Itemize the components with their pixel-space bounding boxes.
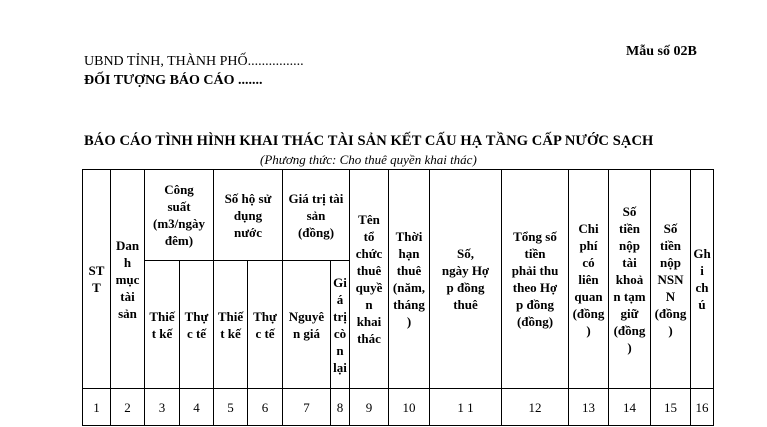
column-number: 2: [111, 389, 145, 426]
header-asset-value: Giá trị tài sản (đồng): [283, 170, 350, 261]
agency-line: UBND TỈNH, THÀNH PHỐ................: [84, 54, 304, 69]
subheader-remaining-value: Gi á trị cò n lại: [331, 261, 350, 389]
subheader-households-actual: Thự c tế: [248, 261, 283, 389]
header-related-costs: Chi phí có liên quan (đồng ): [569, 170, 609, 389]
column-number: 4: [180, 389, 214, 426]
header-households: Số hộ sử dụng nước: [214, 170, 283, 261]
header-notes: Gh i chú: [691, 170, 714, 389]
header-state-budget: Số tiền nộp NSN N (đồng ): [651, 170, 691, 389]
subheader-households-design: Thiế t kế: [214, 261, 248, 389]
column-number: 6: [248, 389, 283, 426]
column-number: 12: [502, 389, 569, 426]
column-number: 7: [283, 389, 331, 426]
column-number-row: [83, 389, 714, 426]
header-capacity: Công suất (m3/ngày đêm): [145, 170, 214, 261]
header-temporary-account: Số tiền nộp tài khoả n tạm giữ (đồng ): [609, 170, 651, 389]
column-number: 8: [331, 389, 350, 426]
column-number: 3: [145, 389, 180, 426]
subheader-original-cost: Nguyê n giá: [283, 261, 331, 389]
column-number: 10: [389, 389, 430, 426]
column-number: 13: [569, 389, 609, 426]
column-number: 16: [691, 389, 714, 426]
header-lessee-name: Tên tổ chức thuê quyề n khai thác: [350, 170, 389, 389]
report-table: [82, 169, 714, 426]
column-number: 15: [651, 389, 691, 426]
form-code: Mẫu số 02B: [626, 44, 697, 59]
column-number: 1: [83, 389, 111, 426]
column-number: 9: [350, 389, 389, 426]
column-number: 1 1: [430, 389, 502, 426]
header-stt: ST T: [83, 170, 111, 389]
header-lease-term: Thời hạn thuê (năm, tháng ): [389, 170, 430, 389]
column-number: 5: [214, 389, 248, 426]
column-number: 14: [609, 389, 651, 426]
report-subtitle: (Phương thức: Cho thuê quyền khai thác): [260, 152, 477, 167]
reporting-subject: ĐỐI TƯỢNG BÁO CÁO .......: [84, 73, 263, 88]
header-contract-number: Số, ngày Hợ p đồng thuê: [430, 170, 502, 389]
subheader-capacity-actual: Thự c tế: [180, 261, 214, 389]
header-total-receivable: Tổng số tiền phải thu theo Hợ p đồng (đồng): [502, 170, 569, 389]
report-title: BÁO CÁO TÌNH HÌNH KHAI THÁC TÀI SẢN KẾT CẤU HẠ TẦNG CẤP NƯỚC SẠCH: [84, 133, 654, 149]
header-asset-category: Dan h mục tài sản: [111, 170, 145, 389]
subheader-capacity-design: Thiế t kế: [145, 261, 180, 389]
